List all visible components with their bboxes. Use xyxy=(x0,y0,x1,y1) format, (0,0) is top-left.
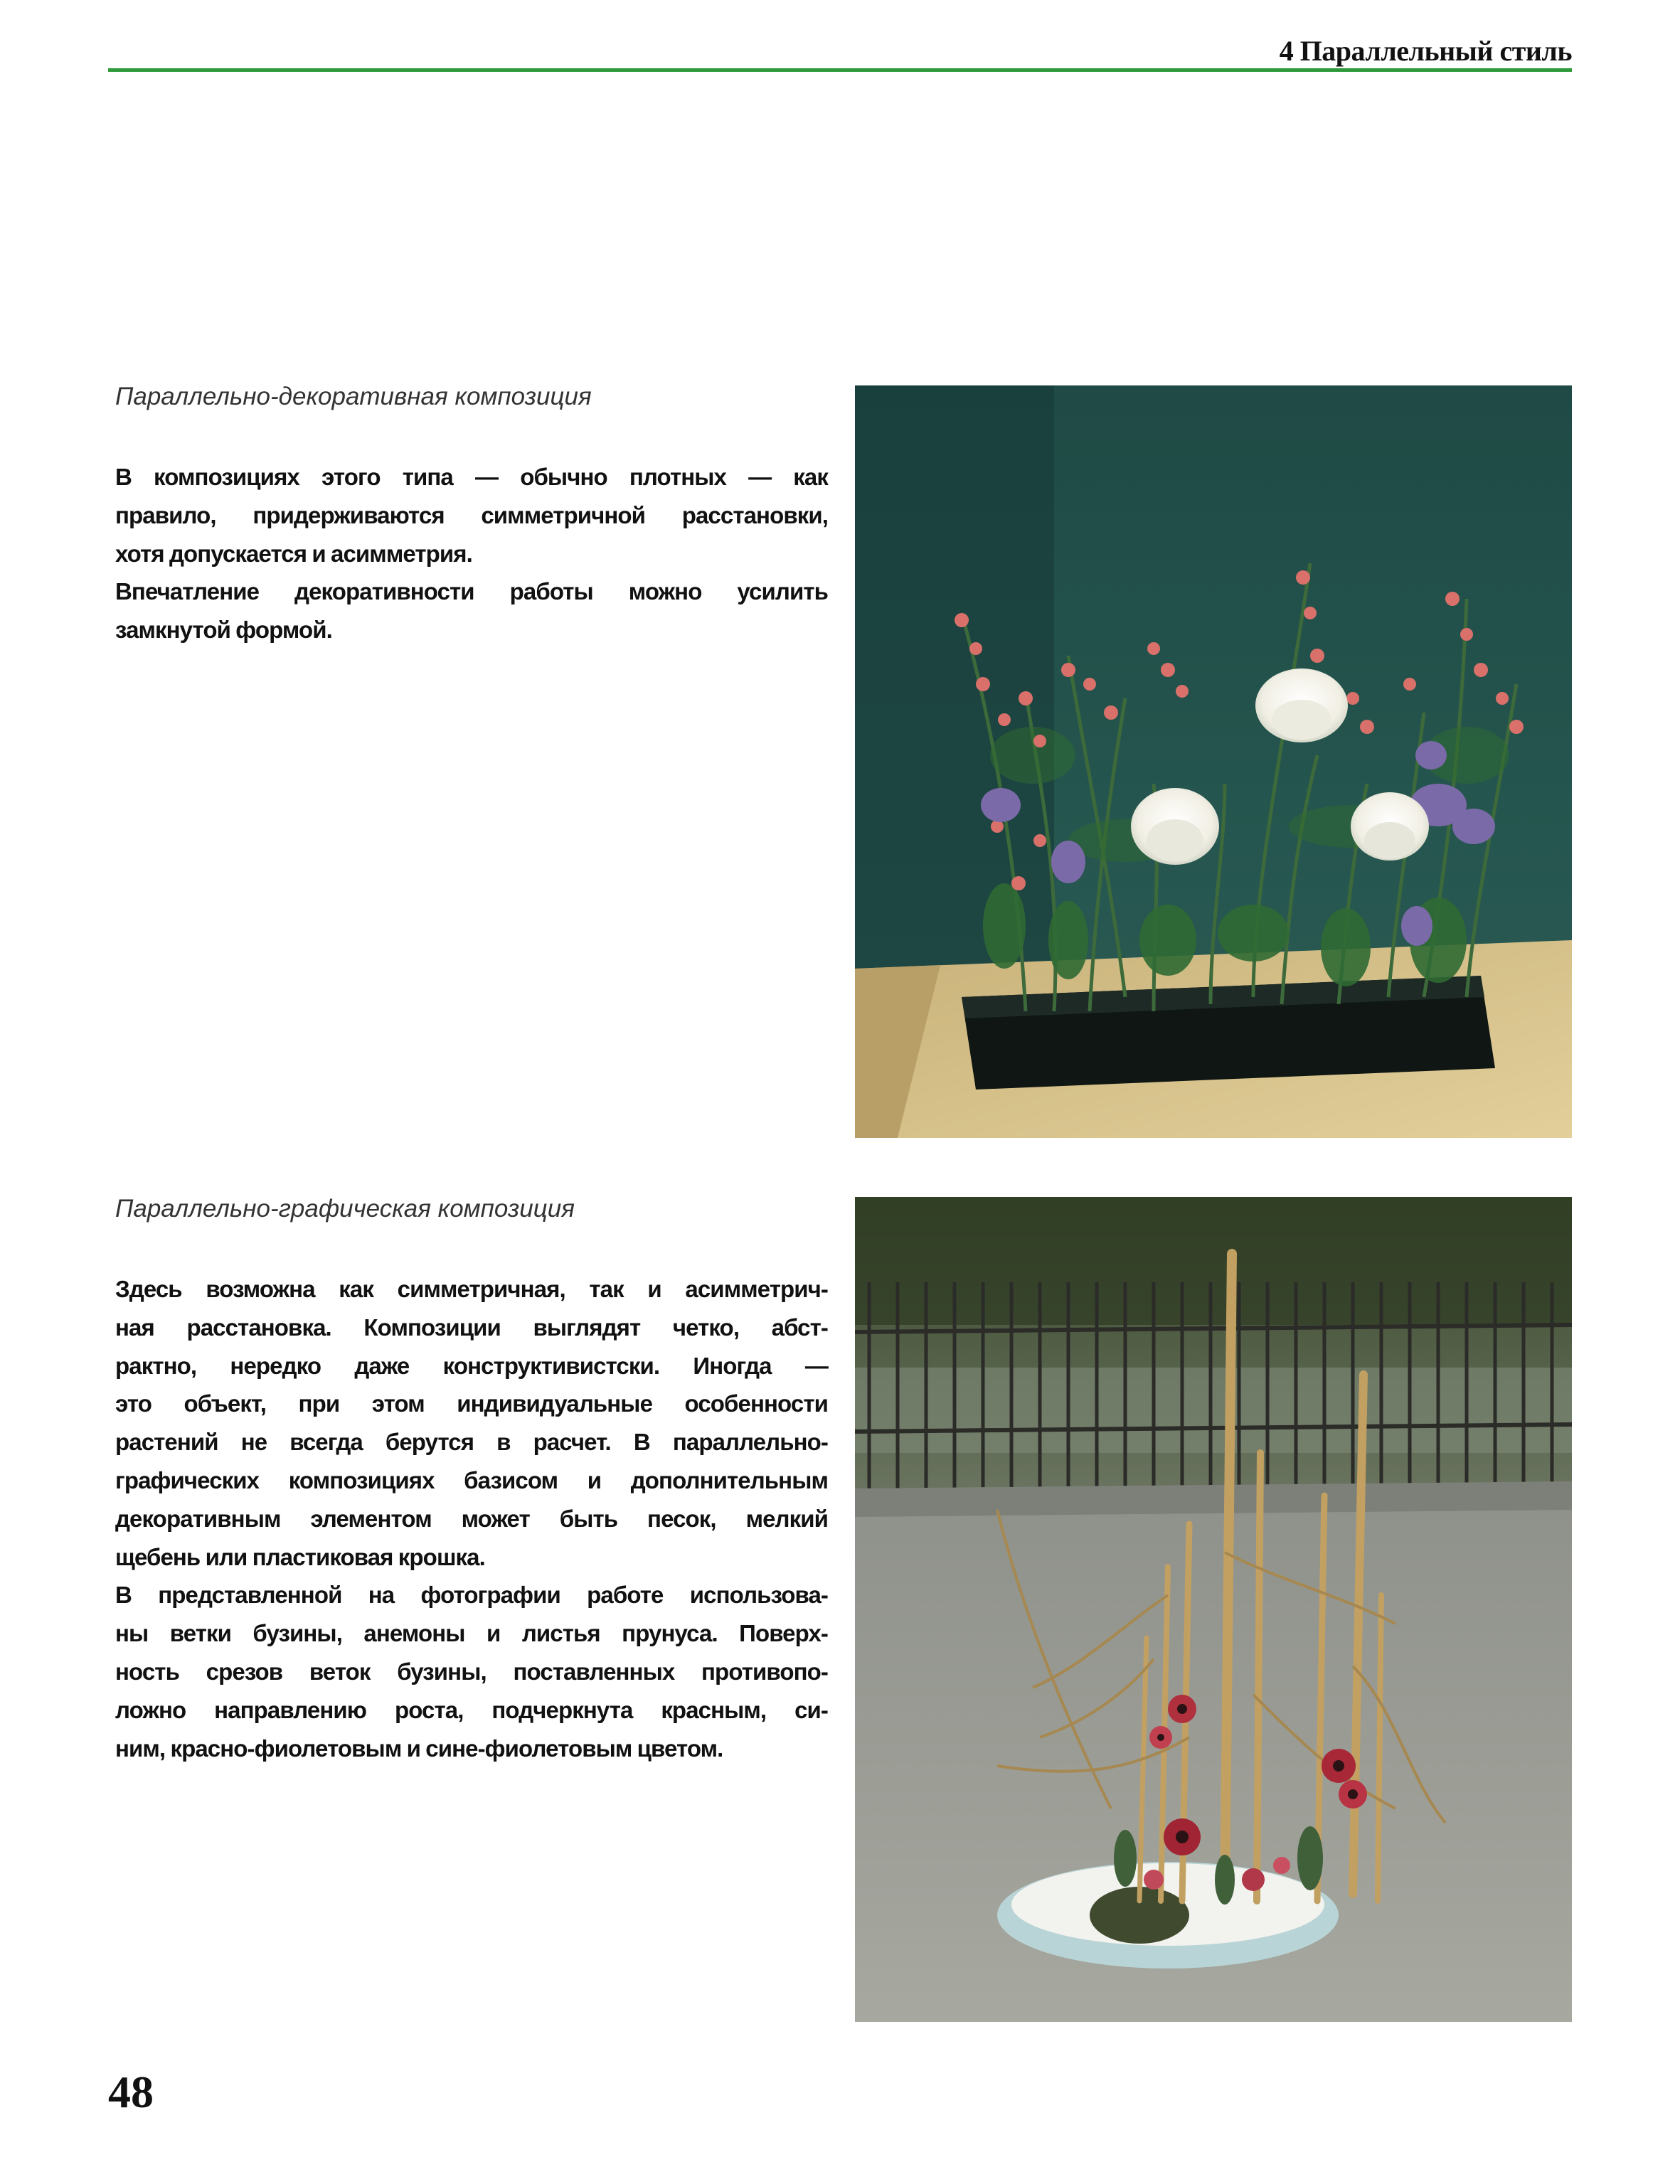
text-line: ны ветки бузины, анемоны и листья прунуса. Поверх- xyxy=(115,1620,828,1647)
section-title-decorative: Параллельно-декоративная композиция xyxy=(115,383,592,410)
text-line: хотя допускается и асимметрия. xyxy=(115,540,472,567)
text-line: рактно, нередко даже конструктивистски. Иногда — xyxy=(115,1352,828,1379)
text-line: декоративным элементом может быть песок, мелкий xyxy=(115,1505,828,1532)
header-rule xyxy=(108,68,1572,72)
text-line: щебень или пластиковая крошка. xyxy=(115,1543,485,1570)
text-line: ность срезов веток бузины, поставленных противопо- xyxy=(115,1658,828,1685)
text-line: замкнутой формой. xyxy=(115,617,332,644)
text-line: В представленной на фотографии работе использова- xyxy=(115,1582,828,1609)
text-line: графических композициях базисом и дополнительным xyxy=(115,1466,828,1493)
photo-graphic-arrangement xyxy=(855,1197,1572,2022)
section-text-decorative xyxy=(115,458,828,649)
text-line: растений не всегда берутся в расчет. В параллельно- xyxy=(115,1429,828,1456)
text-line: Здесь возможна как симметричная, так и асимметрич- xyxy=(115,1276,828,1302)
text-line: ная расстановка. Композиции выглядят четко, абст- xyxy=(115,1314,828,1341)
text-line: В композициях этого типа — обычно плотных — как xyxy=(115,464,828,490)
text-line: это объект, при этом индивидуальные особенности xyxy=(115,1390,828,1417)
branch-arrangement-illustration xyxy=(855,1197,1572,2022)
text-line: ним, красно-фиолетовым и сине-фиолетовым цветом. xyxy=(115,1735,723,1762)
photo-decorative-arrangement xyxy=(855,385,1572,1138)
section-title-graphic: Параллельно-графическая композиция xyxy=(115,1195,575,1222)
flower-arrangement-illustration xyxy=(855,385,1572,1138)
text-line: Впечатление декоративности работы можно усилить xyxy=(115,578,828,605)
chapter-header: 4 Параллельный стиль xyxy=(1279,35,1572,67)
text-line: ложно направлению роста, подчеркнута красным, си- xyxy=(115,1696,828,1723)
page-number: 48 xyxy=(108,2067,154,2117)
section-text-graphic xyxy=(115,1270,828,1767)
text-line: правило, придерживаются симметричной расстановки, xyxy=(115,501,828,528)
